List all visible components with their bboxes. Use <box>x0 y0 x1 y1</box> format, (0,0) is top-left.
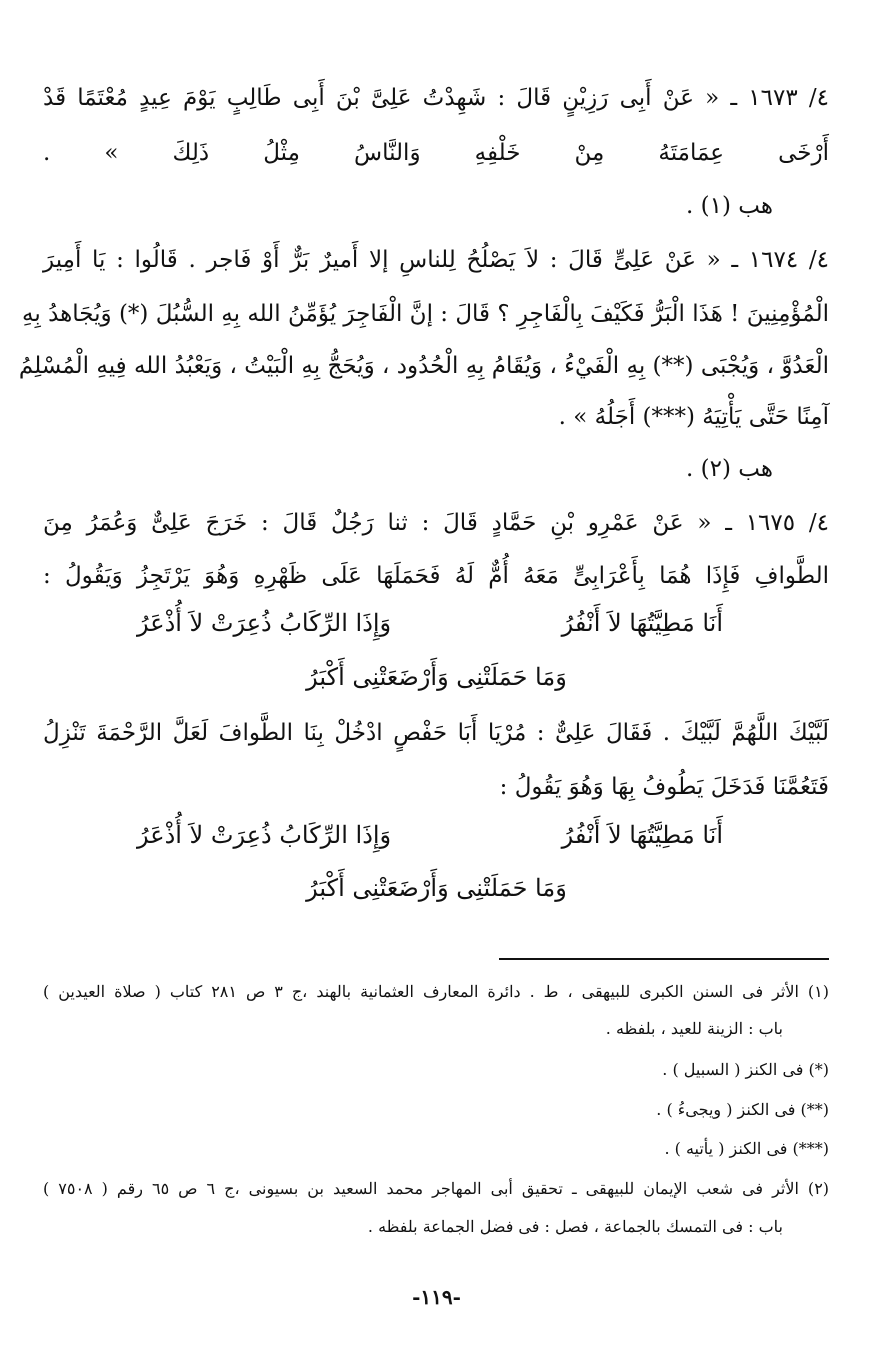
verse-1-second-hemistich: وَإِذَا الرِّكَابُ ذُعِرَتْ لاَ أُذْعَرُ <box>137 609 392 637</box>
hadith-1673-line-1: ٤/ ١٦٧٣ ـ « عَنْ أَبِى رَزِيْنٍ قَالَ : شَهِدْتُ عَلِىَّ بْنَ أَبِى طَالِبٍ يَوْمَ عِيدٍ مُعْتَمًا قَدْ <box>43 85 829 111</box>
footnote-2-line-1: (٢) الأثر فى شعب الإيمان للبيهقى ـ تحقيق أبى المهاجر محمد السعيد بن بسيونى ،ج ٦ ص ٦٥ رقم ( ٧٥٠٨ ) <box>43 1179 830 1198</box>
hadith-1674-line-1: ٤/ ١٦٧٤ ـ « عَنْ عَلِىٍّ قَالَ : لاَ يَصْلُحُ لِلناسِ إلا أَميرٌ بَرٌّ أَوْ فَاجر . قَالُوا : يَا أَمِيرَ <box>43 247 829 273</box>
footnote-separator <box>499 958 829 960</box>
hadith-1675-line-1: ٤/ ١٦٧٥ ـ « عَنْ عَمْرِو بْنِ حَمَّادٍ قَالَ : ثنا رَجُلٌ قَالَ : خَرَجَ عَلِىٌّ وَعُمَرُ مِنَ <box>43 510 829 536</box>
footnote-star-2: (**) فى الكنز ( ويجىءُ ) . <box>656 1100 829 1119</box>
verse-2-second-hemistich: وَإِذَا الرِّكَابُ ذُعِرَتْ لاَ أُذْعَرُ <box>137 821 392 849</box>
footnote-1-line-2: باب : الزينة للعيد ، بلفظه . <box>605 1019 783 1038</box>
footnote-2-line-2: باب : فى التمسك بالجماعة ، فصل : فى فضل الجماعة بلفظه . <box>367 1217 783 1236</box>
verse-2-closing-line: وَمَا حَمَلَتْنِى وَأَرْضَعَتْنِى أَكْبَرُ <box>306 874 567 902</box>
hadith-1673-source: هب (١) . <box>686 193 773 219</box>
footnote-star-1: (*) فى الكنز ( السبيل ) . <box>662 1060 829 1079</box>
hadith-1675-line-4: فَتَعُمَّنَا فَدَخَلَ يَطُوفُ بِهَا وَهُوَ يَقُولُ : <box>499 774 829 800</box>
hadith-1675-line-3: لَبَّيْكَ اللَّهُمَّ لَبَّيْكَ . فَقَالَ عَلِىٌّ : مُرْيَا أَبَا حَفْصٍ ادْخُلْ بِنَا الطَّوافَ لَعَلَّ الرَّحْمَةَ تَنْزِلُ <box>43 720 829 746</box>
hadith-1675-line-2: الطَّوافِ فَإِذَا هُمَا بِأَعْرَابِىٍّ مَعَهُ أُمٌّ لَهُ فَحَمَلَهَا عَلَى ظَهْرِهِ وَهُوَ يَرْتَجِزُ وَيَقُولُ : <box>43 563 829 589</box>
verse-1-first-hemistich: أَنَا مَطِيَّتُهَا لاَ أَنْفُرُ <box>561 609 723 637</box>
hadith-1673-line-2: أَرْخَى عِمَامَتَهُ مِنْ خَلْفِهِ وَالنَّاسُ مِثْلُ ذَلِكَ » . <box>43 140 829 166</box>
hadith-1674-line-4: آمِنًا حَتَّى يَأْتِيَهُ (***) أَجَلُهُ » . <box>558 404 829 430</box>
hadith-1674-line-3: الْعَدُوَّ ، وَيُجْبَى (**) بِهِ الْفَيْءُ ، وَيُقَامُ بِهِ الْحُدُود ، وَيُحَجُّ بِهِ الْبَيْتُ ، وَيَعْبُدُ الله فِيهِ الْمُسْلِمُ <box>18 353 829 379</box>
hadith-1674-source: هب (٢) . <box>686 456 773 482</box>
verse-1-closing-line: وَمَا حَمَلَتْنِى وَأَرْضَعَتْنِى أَكْبَرُ <box>306 663 567 691</box>
footnote-1-line-1: (١) الأثر فى السنن الكبرى للبيهقى ، ط . دائرة المعارف العثمانية بالهند ،ج ٣ ص ٢٨١ كتاب ( صلاة العيدين ) <box>43 982 829 1001</box>
footnote-star-3: (***) فى الكنز ( يأتيه ) . <box>664 1139 829 1158</box>
page-number: -١١٩- <box>412 1285 461 1309</box>
hadith-1674-line-2: الْمُؤْمِنِينَ ! هَذَا الْبَرُّ فَكَيْفَ بِالْفَاجِرِ ؟ قَالَ : إنَّ الْفَاجِرَ يُؤَمِّنُ الله بِهِ السُّبُلَ (*) وَيُجَاهدُ بِهِ <box>22 301 829 327</box>
verse-2-first-hemistich: أَنَا مَطِيَّتُهَا لاَ أَنْفُرُ <box>561 821 723 849</box>
